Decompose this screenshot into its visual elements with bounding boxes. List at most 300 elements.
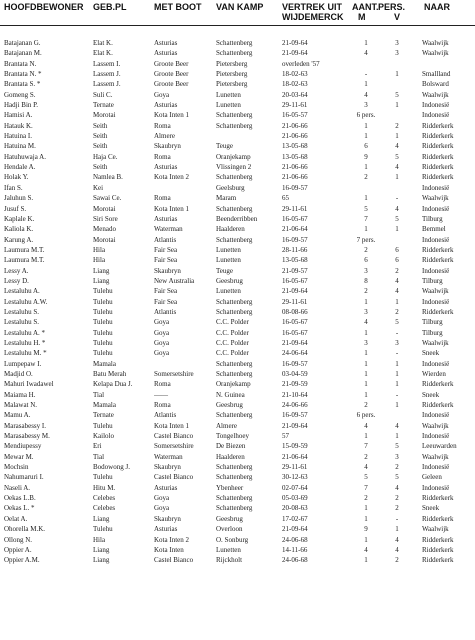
cell-geb-pl: Tulehu bbox=[93, 473, 113, 482]
cell-van-kamp: Lunetten bbox=[216, 90, 241, 99]
header-naar: NAAR bbox=[424, 2, 450, 12]
cell-van-kamp: Oranjekamp bbox=[216, 380, 251, 389]
cell-naar: Geleen bbox=[422, 473, 442, 482]
cell-vertrek: 13-05-68 bbox=[282, 142, 308, 151]
cell-aant-v: 2 bbox=[395, 494, 399, 503]
cell-naar: Indonesië bbox=[422, 204, 450, 213]
cell-vertrek: 24-06-66 bbox=[282, 401, 308, 410]
cell-naar: Ridderkerk bbox=[422, 494, 454, 503]
cell-aant-v: 3 bbox=[395, 39, 399, 47]
cell-naar: Waalwijk bbox=[422, 194, 449, 203]
cell-aant-m: 2 bbox=[364, 452, 368, 461]
table-row bbox=[0, 183, 475, 193]
cell-naar: Ridderkerk bbox=[422, 401, 454, 410]
cell-van-kamp: Schattenberg bbox=[216, 307, 253, 316]
cell-geb-pl: Namlea B. bbox=[93, 173, 123, 182]
cell-vertrek: 21-09-64 bbox=[282, 338, 308, 347]
cell-geb-pl: Mamala bbox=[93, 359, 116, 368]
table-row bbox=[0, 69, 475, 79]
table-row bbox=[0, 328, 475, 338]
cell-met-boot: Kota Inten 1 bbox=[154, 421, 189, 430]
table-row bbox=[0, 224, 475, 234]
cell-aant-m: 1 bbox=[364, 432, 368, 441]
cell-naar: Ridderkerk bbox=[422, 142, 454, 151]
cell-van-kamp: Schattenberg bbox=[216, 370, 253, 378]
cell-van-kamp: Haalderen bbox=[216, 225, 245, 234]
cell-geb-pl: Tulehu bbox=[93, 307, 113, 316]
cell-aant-v: 4 bbox=[395, 287, 399, 296]
cell-naar: Waalwijk bbox=[422, 287, 449, 296]
cell-aant-m: 6 bbox=[364, 142, 368, 151]
cell-naar: Ridderkerk bbox=[422, 173, 454, 182]
cell-naar: Indonesië bbox=[422, 463, 450, 472]
cell-met-boot: Waterman bbox=[154, 225, 183, 234]
cell-vertrek: 16-05-67 bbox=[282, 318, 308, 327]
cell-aant-v: 2 bbox=[395, 504, 399, 513]
cell-hoofdbewoner: Marasabessy M. bbox=[4, 432, 50, 441]
cell-geb-pl: Elat K. bbox=[93, 49, 113, 58]
cell-hoofdbewoner: Oekas L.B. bbox=[4, 494, 36, 503]
cell-met-boot: Fair Sea bbox=[154, 297, 178, 306]
cell-van-kamp: Schattenberg bbox=[216, 173, 253, 182]
cell-aant-m: 5 bbox=[364, 473, 368, 482]
cell-aant-v: 4 bbox=[395, 535, 399, 544]
cell-hoofdbewoner: Kaplale K. bbox=[4, 214, 35, 223]
cell-aant-v: - bbox=[395, 328, 399, 337]
cell-hoofdbewoner: Brantata N. * bbox=[4, 70, 42, 79]
cell-van-kamp: Lunetten bbox=[216, 287, 241, 296]
cell-aant-m: 1 bbox=[364, 328, 368, 337]
table-row bbox=[0, 379, 475, 389]
cell-vertrek: 20-03-64 bbox=[282, 90, 308, 99]
cell-naar: Indonesië bbox=[422, 235, 450, 244]
table-row bbox=[0, 245, 475, 255]
cell-van-kamp: C.C. Polder bbox=[216, 328, 249, 337]
cell-geb-pl: Hitu M. bbox=[93, 483, 116, 492]
cell-aant-m: 1 bbox=[364, 349, 368, 358]
cell-geb-pl: Ternate bbox=[93, 411, 114, 420]
table-row bbox=[0, 493, 475, 503]
cell-naar: Tilburg bbox=[422, 214, 443, 223]
table-row bbox=[0, 348, 475, 358]
cell-vertrek: 21-09-59 bbox=[282, 380, 308, 389]
table-row bbox=[0, 359, 475, 369]
cell-met-boot: Roma bbox=[154, 380, 171, 389]
cell-van-kamp: Schattenberg bbox=[216, 504, 253, 513]
cell-geb-pl: Tial bbox=[93, 452, 105, 461]
cell-vertrek: 21-06-66 bbox=[282, 163, 308, 172]
cell-vertrek: 21-06-66 bbox=[282, 173, 308, 182]
cell-hoofdbewoner: Malawat N. bbox=[4, 401, 38, 410]
cell-van-kamp: Lunetten bbox=[216, 545, 241, 554]
cell-geb-pl: Menado bbox=[93, 225, 116, 234]
cell-hoofdbewoner: Lestaluhu A. bbox=[4, 287, 40, 296]
cell-hoofdbewoner: Marasabessy I. bbox=[4, 421, 46, 430]
cell-vertrek: 21-06-66 bbox=[282, 121, 308, 130]
cell-met-boot: Atlantis bbox=[154, 235, 177, 244]
cell-aant-v: 1 bbox=[395, 359, 399, 368]
table-row bbox=[0, 297, 475, 307]
cell-van-kamp: Geesbrug bbox=[216, 514, 243, 523]
cell-vertrek: 16-09-57 bbox=[282, 235, 308, 244]
cell-aant-m: 7 pers. bbox=[356, 235, 376, 244]
cell-vertrek: 03-04-59 bbox=[282, 370, 308, 378]
cell-met-boot: Groote Beer bbox=[154, 59, 189, 68]
table-row bbox=[0, 555, 475, 565]
cell-met-boot: Almere bbox=[154, 132, 175, 141]
cell-van-kamp: Schattenberg bbox=[216, 494, 253, 503]
cell-naar: Waalwijk bbox=[422, 452, 449, 461]
cell-aant-v: 4 bbox=[395, 204, 399, 213]
cell-aant-m: 4 bbox=[364, 318, 368, 327]
cell-naar: Smallland bbox=[422, 70, 451, 79]
cell-aant-m: 1 bbox=[364, 39, 368, 47]
cell-van-kamp: Schattenberg bbox=[216, 473, 253, 482]
cell-met-boot: Somersetshire bbox=[154, 370, 194, 378]
cell-aant-m: 8 bbox=[364, 276, 368, 285]
cell-aant-v: 4 bbox=[395, 276, 399, 285]
table-row bbox=[0, 503, 475, 513]
cell-naar: Tilburg bbox=[422, 318, 443, 327]
table-row bbox=[0, 452, 475, 462]
cell-vertrek: 02-07-64 bbox=[282, 483, 308, 492]
cell-naar: Wierden bbox=[422, 370, 446, 378]
cell-aant-m: 1 bbox=[364, 535, 368, 544]
cell-vertrek: 57 bbox=[282, 432, 289, 441]
cell-aant-v: 6 bbox=[395, 245, 399, 254]
cell-vertrek: 05-03-69 bbox=[282, 494, 308, 503]
cell-vertrek: 17-02-67 bbox=[282, 514, 308, 523]
cell-naar: Waalwijk bbox=[422, 90, 449, 99]
table-row bbox=[0, 110, 475, 120]
cell-aant-m: 6 pers. bbox=[356, 411, 376, 420]
cell-aant-v: 1 bbox=[395, 70, 399, 79]
cell-naar: Ridderkerk bbox=[422, 307, 454, 316]
cell-met-boot: Skaubryn bbox=[154, 266, 181, 275]
table-row bbox=[0, 235, 475, 245]
cell-geb-pl: Seith bbox=[93, 163, 108, 172]
cell-hoofdbewoner: Hamisi A. bbox=[4, 111, 33, 120]
table-row bbox=[0, 152, 475, 162]
cell-met-boot: Roma bbox=[154, 121, 171, 130]
cell-van-kamp: Overloon bbox=[216, 525, 243, 534]
cell-aant-m: 1 bbox=[364, 514, 368, 523]
cell-aant-m: 9 bbox=[364, 152, 368, 161]
cell-naar: Sneek bbox=[422, 504, 440, 513]
cell-aant-v: 4 bbox=[395, 421, 399, 430]
cell-geb-pl: Tulehu bbox=[93, 297, 113, 306]
cell-met-boot: Goya bbox=[154, 328, 170, 337]
cell-naar: Ridderkerk bbox=[422, 256, 454, 265]
cell-met-boot: Asturias bbox=[154, 39, 178, 47]
cell-van-kamp: C.C. Polder bbox=[216, 318, 249, 327]
cell-vertrek: 21-06-66 bbox=[282, 132, 308, 141]
cell-hoofdbewoner: Hendale A. bbox=[4, 163, 36, 172]
cell-met-boot: Somersetshire bbox=[154, 442, 194, 451]
cell-hoofdbewoner: Mendiupessy bbox=[4, 442, 42, 451]
table-row bbox=[0, 462, 475, 472]
cell-met-boot: Roma bbox=[154, 152, 171, 161]
cell-geb-pl: Bodowong J. bbox=[93, 463, 130, 472]
cell-van-kamp: Geelsburg bbox=[216, 183, 245, 192]
table-row bbox=[0, 276, 475, 286]
cell-aant-v: 6 bbox=[395, 256, 399, 265]
cell-van-kamp: De Biezen bbox=[216, 442, 246, 451]
cell-vertrek: overleden '57 bbox=[282, 59, 320, 68]
cell-met-boot: Castel Bianco bbox=[154, 473, 194, 482]
cell-van-kamp: N. Guinea bbox=[216, 390, 245, 399]
table-row bbox=[0, 472, 475, 482]
cell-hoofdbewoner: Lumpepaw I. bbox=[4, 359, 42, 368]
cell-aant-v: 1 bbox=[395, 132, 399, 141]
cell-vertrek: 16-05-57 bbox=[282, 111, 308, 120]
cell-hoofdbewoner: Hatuina M. bbox=[4, 142, 36, 151]
table-row bbox=[0, 390, 475, 400]
cell-aant-m: 5 bbox=[364, 204, 368, 213]
cell-van-kamp: Schattenberg bbox=[216, 463, 253, 472]
cell-geb-pl: Tulehu bbox=[93, 525, 113, 534]
cell-naar: Sneek bbox=[422, 349, 440, 358]
cell-van-kamp: C.C. Polder bbox=[216, 338, 249, 347]
cell-van-kamp: Pietersberg bbox=[216, 80, 248, 89]
cell-vertrek: 16-05-67 bbox=[282, 328, 308, 337]
cell-geb-pl: Kelapa Dua J. bbox=[93, 380, 133, 389]
cell-aant-m: 1 bbox=[364, 297, 368, 306]
cell-vertrek: 21-09-57 bbox=[282, 266, 308, 275]
cell-met-boot: Castel Bianco bbox=[154, 556, 194, 565]
table-row bbox=[0, 255, 475, 265]
cell-aant-v: 3 bbox=[395, 338, 399, 347]
cell-geb-pl: Liang bbox=[93, 514, 110, 523]
cell-aant-v: 4 bbox=[395, 483, 399, 492]
cell-van-kamp: Pietersberg bbox=[216, 70, 248, 79]
cell-naar: Ridderkerk bbox=[422, 514, 454, 523]
cell-met-boot: —— bbox=[154, 390, 168, 399]
cell-geb-pl: Tulehu bbox=[93, 349, 113, 358]
cell-vertrek: 14-11-66 bbox=[282, 545, 308, 554]
cell-vertrek: 18-02-63 bbox=[282, 80, 308, 89]
cell-met-boot: Fair Sea bbox=[154, 287, 178, 296]
cell-aant-m: 1 bbox=[364, 359, 368, 368]
cell-aant-m: 1 bbox=[364, 504, 368, 513]
table-row bbox=[0, 441, 475, 451]
cell-aant-v: 2 bbox=[395, 463, 399, 472]
cell-met-boot: Goya bbox=[154, 338, 170, 347]
cell-met-boot: Atlantis bbox=[154, 307, 177, 316]
cell-vertrek: 21-06-64 bbox=[282, 452, 308, 461]
cell-hoofdbewoner: Lestaluhu H. * bbox=[4, 338, 46, 347]
cell-aant-m: 1 bbox=[364, 80, 368, 89]
cell-vertrek: 28-11-66 bbox=[282, 245, 308, 254]
cell-aant-m: 1 bbox=[364, 121, 368, 130]
cell-naar: Sneek bbox=[422, 390, 440, 399]
cell-naar: Indonesië bbox=[422, 111, 450, 120]
cell-hoofdbewoner: Ifan S. bbox=[4, 183, 23, 192]
cell-van-kamp: Schattenberg bbox=[216, 39, 253, 47]
cell-met-boot: Goya bbox=[154, 349, 170, 358]
cell-hoofdbewoner: Jusuf S. bbox=[4, 204, 27, 213]
cell-aant-m: 1 bbox=[364, 225, 368, 234]
cell-naar: Bolsward bbox=[422, 80, 449, 89]
cell-geb-pl: Ternate bbox=[93, 101, 114, 110]
cell-geb-pl: Liang bbox=[93, 266, 110, 275]
cell-hoofdbewoner: Ollong N. bbox=[4, 535, 32, 544]
cell-van-kamp: Haalderen bbox=[216, 452, 245, 461]
cell-van-kamp: Schattenberg bbox=[216, 204, 253, 213]
cell-geb-pl: Tulehu bbox=[93, 328, 113, 337]
cell-aant-v: - bbox=[395, 390, 399, 399]
cell-met-boot: Asturias bbox=[154, 49, 178, 58]
cell-aant-v: 1 bbox=[395, 432, 399, 441]
table-row bbox=[0, 141, 475, 151]
cell-geb-pl: Elat K. bbox=[93, 39, 113, 47]
cell-geb-pl: Liang bbox=[93, 545, 110, 554]
cell-hoofdbewoner: Jaluhun S. bbox=[4, 194, 34, 203]
cell-hoofdbewoner: Holak Y. bbox=[4, 173, 29, 182]
header-geb-pl: GEB.PL bbox=[93, 2, 127, 12]
cell-met-boot: Asturias bbox=[154, 163, 178, 172]
cell-naar: Indonesië bbox=[422, 432, 450, 441]
cell-met-boot: Kota Inten 2 bbox=[154, 173, 189, 182]
cell-aant-v: 1 bbox=[395, 101, 399, 110]
cell-hoofdbewoner: Lestaluhu S. bbox=[4, 307, 39, 316]
table-row bbox=[0, 545, 475, 555]
cell-met-boot: Kota Inten 2 bbox=[154, 535, 189, 544]
cell-vertrek: 16-09-57 bbox=[282, 411, 308, 420]
table-row bbox=[0, 317, 475, 327]
cell-van-kamp: Almere bbox=[216, 421, 237, 430]
cell-naar: Ridderkerk bbox=[422, 163, 454, 172]
cell-aant-m: 7 bbox=[364, 214, 368, 223]
cell-van-kamp: Geesbrug bbox=[216, 401, 243, 410]
cell-aant-v: 5 bbox=[395, 214, 399, 223]
header-van-kamp: VAN KAMP bbox=[216, 2, 264, 12]
header-v: V bbox=[394, 12, 401, 22]
cell-geb-pl: Seith bbox=[93, 132, 108, 141]
cell-hoofdbewoner: Mochsin bbox=[4, 463, 29, 472]
cell-naar: Indonesië bbox=[422, 297, 450, 306]
cell-aant-m: - bbox=[364, 70, 368, 79]
table-row bbox=[0, 100, 475, 110]
cell-aant-m: 2 bbox=[364, 287, 368, 296]
cell-aant-v: 2 bbox=[395, 121, 399, 130]
cell-hoofdbewoner: Madjid O. bbox=[4, 370, 33, 378]
cell-hoofdbewoner: Lessy D. bbox=[4, 276, 29, 285]
cell-geb-pl: Morotai bbox=[93, 204, 116, 213]
cell-van-kamp: Schattenberg bbox=[216, 235, 253, 244]
cell-geb-pl: Seith bbox=[93, 142, 108, 151]
cell-geb-pl: Celebes bbox=[93, 504, 116, 513]
cell-vertrek: 21-09-64 bbox=[282, 421, 308, 430]
cell-geb-pl: Morotai bbox=[93, 111, 116, 120]
cell-hoofdbewoner: Laumura M.T. bbox=[4, 245, 45, 254]
cell-geb-pl: Tulehu bbox=[93, 421, 113, 430]
cell-aant-m: 6 bbox=[364, 256, 368, 265]
cell-hoofdbewoner: Mamu A. bbox=[4, 411, 31, 420]
table-row bbox=[0, 121, 475, 131]
cell-geb-pl: Mamala bbox=[93, 401, 116, 410]
cell-naar: Waalwijk bbox=[422, 421, 449, 430]
cell-aant-m: 4 bbox=[364, 421, 368, 430]
cell-aant-v: - bbox=[395, 349, 399, 358]
cell-hoofdbewoner: Lestaluhu A.W. bbox=[4, 297, 48, 306]
cell-vertrek: 16-05-67 bbox=[282, 276, 308, 285]
cell-naar: Tilburg bbox=[422, 328, 443, 337]
cell-aant-m: 1 bbox=[364, 390, 368, 399]
cell-hoofdbewoner: Naseli A. bbox=[4, 483, 31, 492]
cell-met-boot: New Australia bbox=[154, 276, 195, 285]
cell-naar: Tilburg bbox=[422, 276, 443, 285]
cell-vertrek: 21-10-64 bbox=[282, 390, 308, 399]
table-row bbox=[0, 307, 475, 317]
cell-van-kamp: Pietersberg bbox=[216, 59, 248, 68]
cell-vertrek: 08-08-66 bbox=[282, 307, 308, 316]
cell-aant-v: 5 bbox=[395, 442, 399, 451]
cell-vertrek: 24-06-68 bbox=[282, 535, 308, 544]
cell-hoofdbewoner: Ohorella M.K. bbox=[4, 525, 46, 534]
cell-aant-v: 4 bbox=[395, 163, 399, 172]
cell-naar: Ridderkerk bbox=[422, 152, 454, 161]
cell-geb-pl: Celebes bbox=[93, 494, 116, 503]
cell-aant-m: 3 bbox=[364, 307, 368, 316]
cell-geb-pl: Kailolo bbox=[93, 432, 114, 441]
cell-hoofdbewoner: Batajanan G. bbox=[4, 39, 41, 47]
cell-aant-v: 2 bbox=[395, 556, 399, 565]
cell-met-boot: Skaubryn bbox=[154, 463, 181, 472]
cell-geb-pl: Tulehu bbox=[93, 287, 113, 296]
cell-aant-v: 1 bbox=[395, 401, 399, 410]
table-row bbox=[0, 59, 475, 69]
cell-vertrek: 18-02-63 bbox=[282, 70, 308, 79]
cell-met-boot: Kota Inten bbox=[154, 545, 184, 554]
cell-vertrek: 24-06-68 bbox=[282, 556, 308, 565]
cell-hoofdbewoner: Brantata S. * bbox=[4, 80, 41, 89]
cell-van-kamp: Schattenberg bbox=[216, 359, 253, 368]
cell-hoofdbewoner: Lessy A. bbox=[4, 266, 29, 275]
cell-geb-pl: Batu Merah bbox=[93, 370, 127, 378]
cell-naar: Indonesië bbox=[422, 483, 450, 492]
cell-van-kamp: Schattenberg bbox=[216, 297, 253, 306]
cell-hoofdbewoner: Laumura M.T. bbox=[4, 256, 45, 265]
cell-hoofdbewoner: Batajanan M. bbox=[4, 49, 42, 58]
cell-geb-pl: Seith bbox=[93, 121, 108, 130]
cell-naar: Indonesië bbox=[422, 359, 450, 368]
cell-met-boot: Atlantis bbox=[154, 411, 177, 420]
cell-met-boot: Goya bbox=[154, 504, 170, 513]
cell-hoofdbewoner: Gomeng S. bbox=[4, 90, 36, 99]
cell-aant-m: 7 bbox=[364, 442, 368, 451]
cell-hoofdbewoner: Hatuhuwaja A. bbox=[4, 152, 46, 161]
cell-hoofdbewoner: Lestaluhu M. * bbox=[4, 349, 47, 358]
cell-geb-pl: Hila bbox=[93, 535, 106, 544]
cell-met-boot: Skaubryn bbox=[154, 514, 181, 523]
cell-aant-v: 1 bbox=[395, 173, 399, 182]
cell-aant-m: 4 bbox=[364, 463, 368, 472]
cell-naar: Indonesië bbox=[422, 101, 450, 110]
cell-aant-m: 3 bbox=[364, 338, 368, 347]
cell-aant-m: 7 bbox=[364, 483, 368, 492]
cell-aant-m: 1 bbox=[364, 370, 368, 378]
cell-naar: Indonesië bbox=[422, 411, 450, 420]
cell-hoofdbewoner: Oppier A.M. bbox=[4, 556, 40, 565]
cell-geb-pl: Eri bbox=[93, 442, 102, 451]
cell-met-boot: Castel Bianco bbox=[154, 432, 194, 441]
table-row bbox=[0, 48, 475, 58]
header-m: M bbox=[358, 12, 366, 22]
cell-naar: Leeuwarden bbox=[422, 442, 457, 451]
cell-geb-pl: Liang bbox=[93, 556, 110, 565]
cell-met-boot: Groote Beer bbox=[154, 80, 189, 89]
